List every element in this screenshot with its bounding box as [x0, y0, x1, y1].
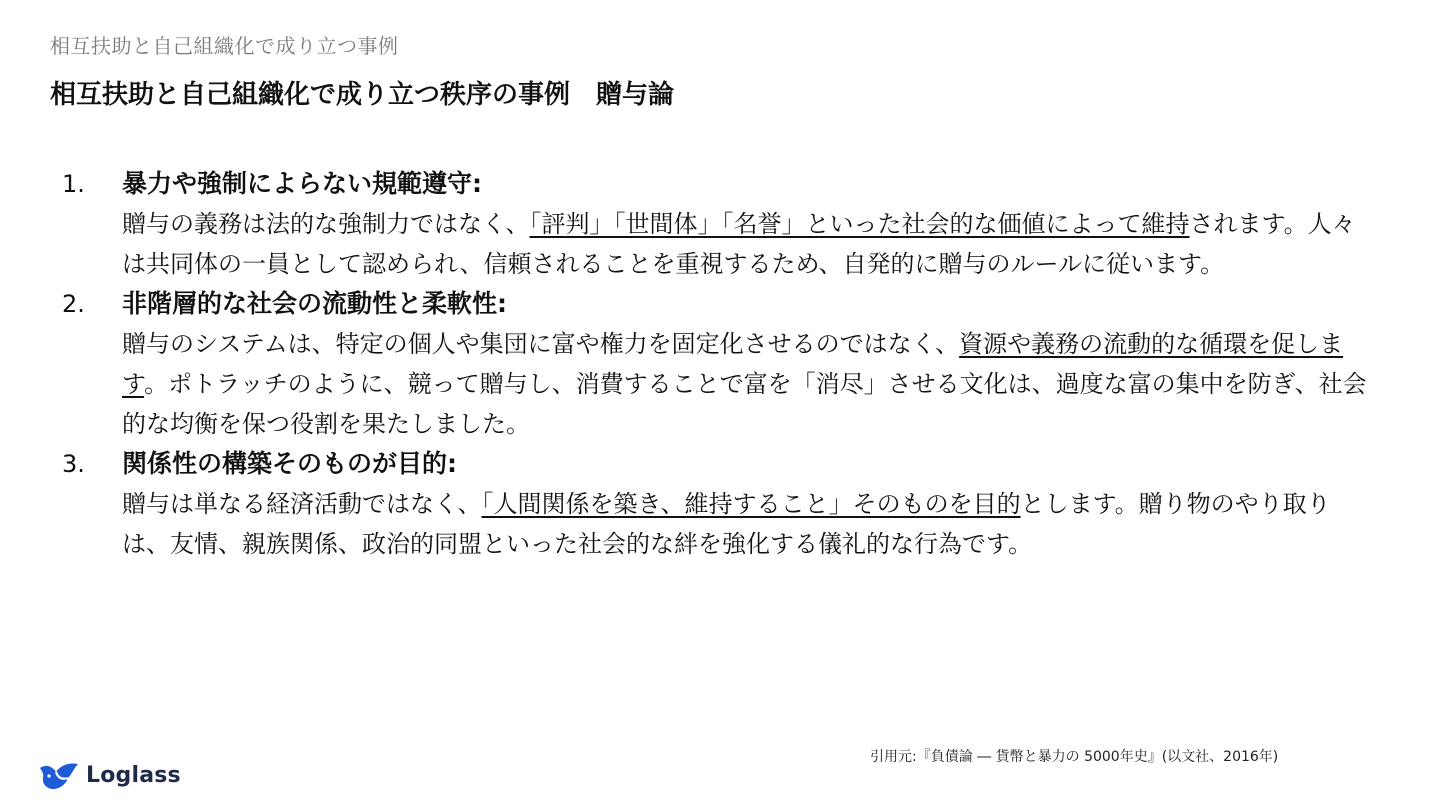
brand-logo — [38, 758, 181, 792]
item-body-text: とします。贈り物のやり取りは、友情、親族関係、政治的同盟といった社会的な絆を強化する儀礼的な行為です。 — [122, 490, 1331, 558]
item-content — [122, 164, 1372, 284]
item-body-text: 贈与のシステムは、特定の個人や集団に富や権力を固定化させるのではなく、 — [122, 330, 960, 358]
list-item — [62, 444, 1372, 564]
item-number: 3. — [62, 450, 85, 478]
item-body-emphasis: 「評判」「世間体」「名誉」といった社会的な価値によって維持 — [529, 210, 1190, 238]
item-heading: 暴力や強制によらない規範遵守: — [122, 169, 482, 198]
numbered-list — [62, 164, 1372, 564]
item-body-text: 贈与の義務は法的な強制力ではなく、 — [122, 210, 530, 238]
item-number: 2. — [62, 290, 85, 318]
item-body-emphasis: 「人間関係を築き、維持すること」そのものを目的 — [481, 490, 1021, 518]
item-body — [122, 484, 1372, 564]
item-number: 1. — [62, 170, 85, 198]
item-content — [122, 284, 1372, 444]
item-content — [122, 444, 1372, 564]
item-heading: 非階層的な社会の流動性と柔軟性: — [122, 289, 507, 318]
item-body-text: 。ポトラッチのように、競って贈与し、消費することで富を「消尽」させる文化は、過度な富の集中を防ぎ、社会的な均衡を保つ役割を果たしました。 — [122, 370, 1367, 438]
list-item — [62, 164, 1372, 284]
item-body — [122, 204, 1372, 284]
item-body — [122, 324, 1372, 444]
item-body-text: 贈与は単なる経済活動ではなく、 — [122, 490, 482, 518]
item-heading: 関係性の構築そのものが目的: — [122, 449, 457, 478]
page-title: 相互扶助と自己組織化で成り立つ秩序の事例 贈与論 — [50, 80, 675, 110]
citation: 引用元:『負債論 ― 貨幣と暴力の 5000年史』(以文社、2016年) — [870, 749, 1279, 765]
item-body-text: されます。人々は共同体の一員として認められ、信頼されることを重視するため、自発的に贈与のルールに従います。 — [122, 210, 1356, 278]
page-eyebrow: 相互扶助と自己組織化で成り立つ事例 — [50, 34, 399, 58]
item-body-emphasis: 資源や義務の流動的な循環を促します — [122, 330, 1344, 398]
logo-text: Loglass — [86, 762, 181, 788]
list-item — [62, 284, 1372, 444]
bird-logo-icon — [38, 758, 82, 792]
